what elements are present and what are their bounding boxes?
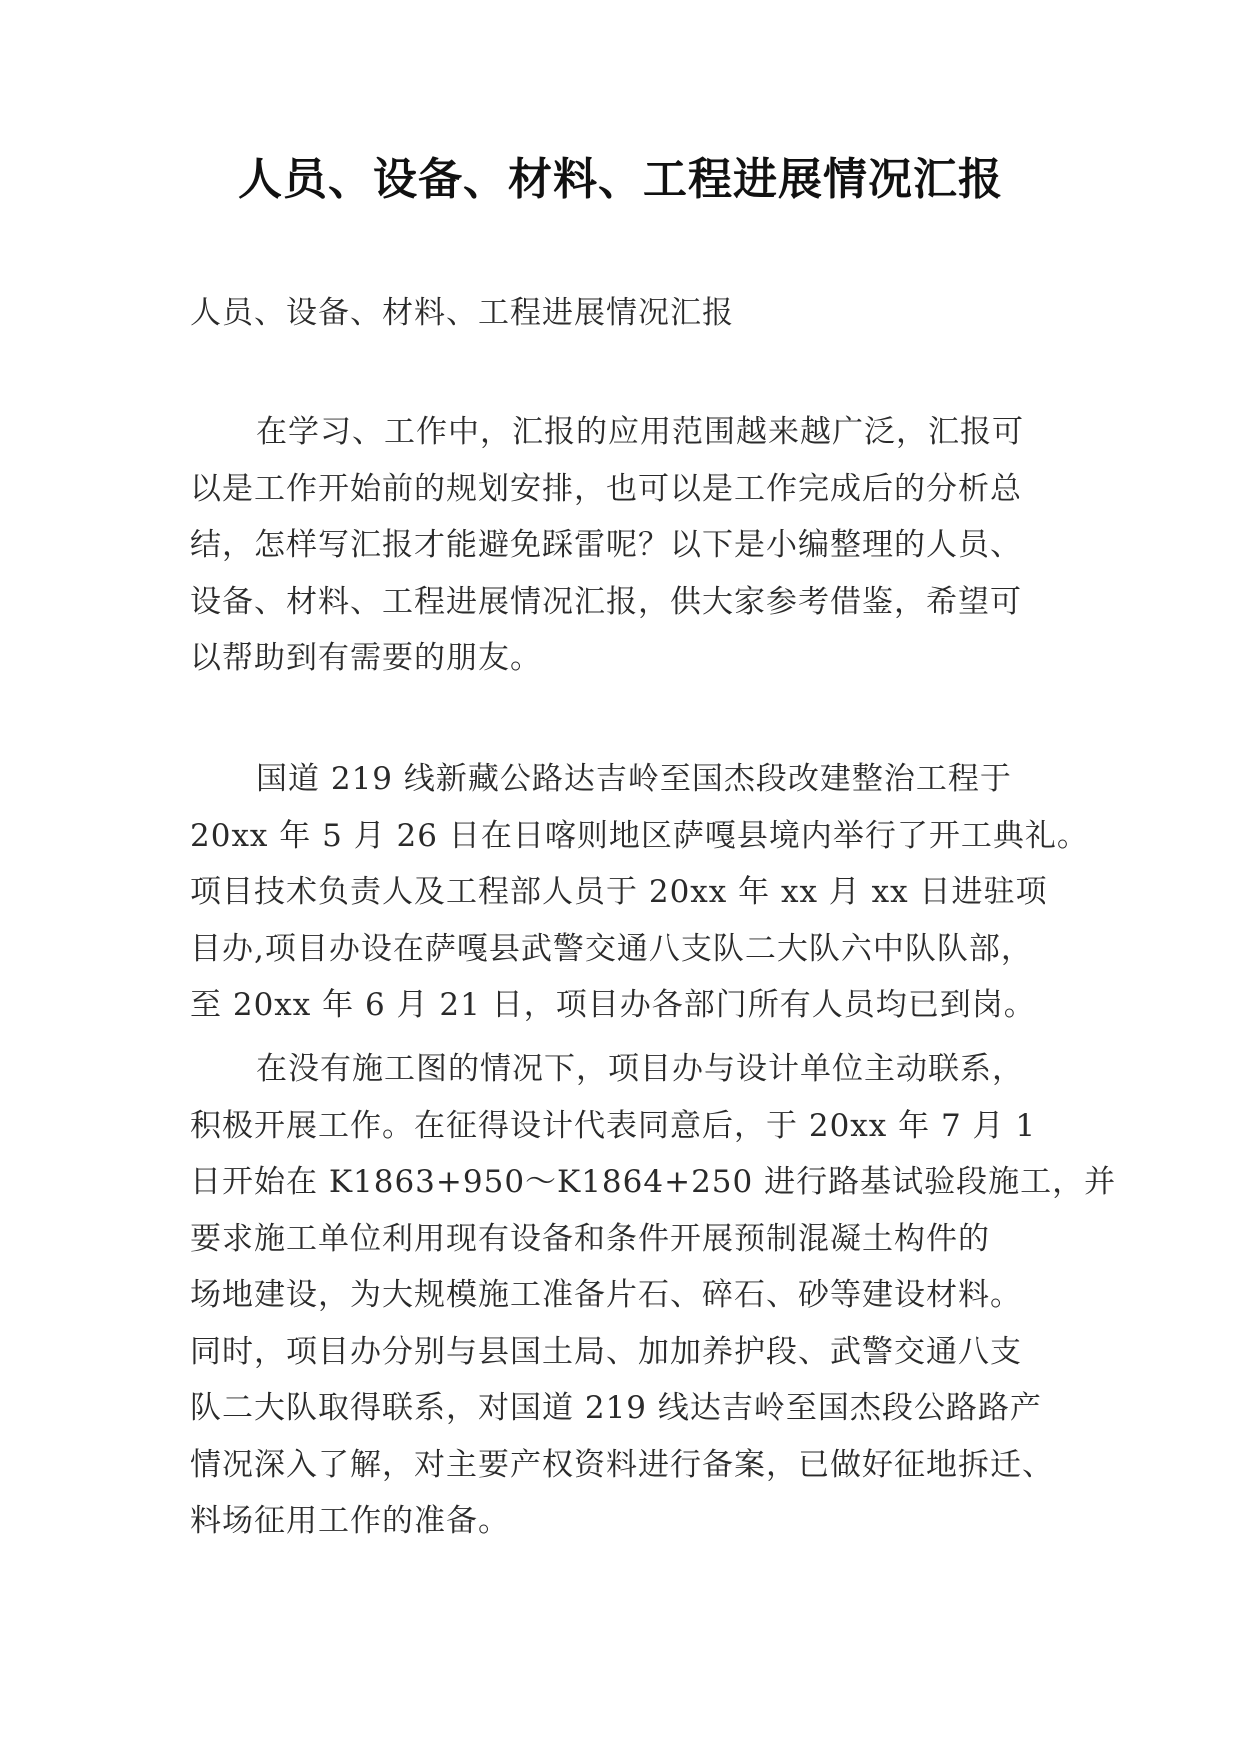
paragraph-line: 设备、材料、工程进展情况汇报，供大家参考借鉴，希望可 [190,583,1022,620]
paragraph-line: 日开始在 K1863+950～K1864+250 进行路基试验段施工，并 [190,1164,1117,1200]
paragraph-line: 在没有施工图的情况下，项目办与设计单位主动联系， [256,1051,1024,1087]
paragraph-line: 积极开展工作。在征得设计代表同意后，于 20xx 年 7 月 1 [190,1107,1037,1144]
paragraph-line: 20xx 年 5 月 26 日在日喀则地区萨嘎县境内举行了开工典礼。 [190,817,1089,854]
paragraph-line: 以帮助到有需要的朋友。 [190,640,542,676]
document-title: 人员、设备、材料、工程进展情况汇报 [238,154,1003,205]
paragraph-line: 队二大队取得联系，对国道 219 线达吉岭至国杰段公路路产 [190,1390,1042,1426]
paragraph-line: 国道 219 线新藏公路达吉岭至国杰段改建整治工程于 [256,761,1012,797]
paragraph-line: 同时，项目办分别与县国土局、加加养护段、武警交通八支 [190,1333,1022,1370]
paragraph-line: 结，怎样写汇报才能避免踩雷呢？以下是小编整理的人员、 [190,527,1022,563]
paragraph-line: 场地建设，为大规模施工准备片石、碎石、砂等建设材料。 [190,1277,1022,1313]
paragraph-intro [190,404,1066,687]
paragraph-line: 情况深入了解，对主要产权资料进行备案，已做好征地拆迁、 [190,1446,1054,1483]
paragraph-line: 料场征用工作的准备。 [190,1503,510,1539]
paragraph-line: 项目技术负责人及工程部人员于 20xx 年 xx 月 xx 日进驻项 [190,874,1048,910]
paragraph-preparation [190,1041,1117,1550]
paragraph-project-start [190,751,1089,1034]
paragraph-line: 目办,项目办设在萨嘎县武警交通八支队二大队六中队队部， [190,930,1033,967]
paragraph-line: 以是工作开始前的规划安排，也可以是工作完成后的分析总 [190,470,1022,507]
paragraph-line: 至 20xx 年 6 月 21 日，项目办各部门所有人员均已到岗。 [190,987,1036,1023]
document-subtitle: 人员、设备、材料、工程进展情况汇报 [190,295,734,331]
paragraph-line: 在学习、工作中，汇报的应用范围越来越广泛，汇报可 [256,414,1024,450]
paragraph-line: 要求施工单位利用现有设备和条件开展预制混凝土构件的 [190,1220,990,1257]
